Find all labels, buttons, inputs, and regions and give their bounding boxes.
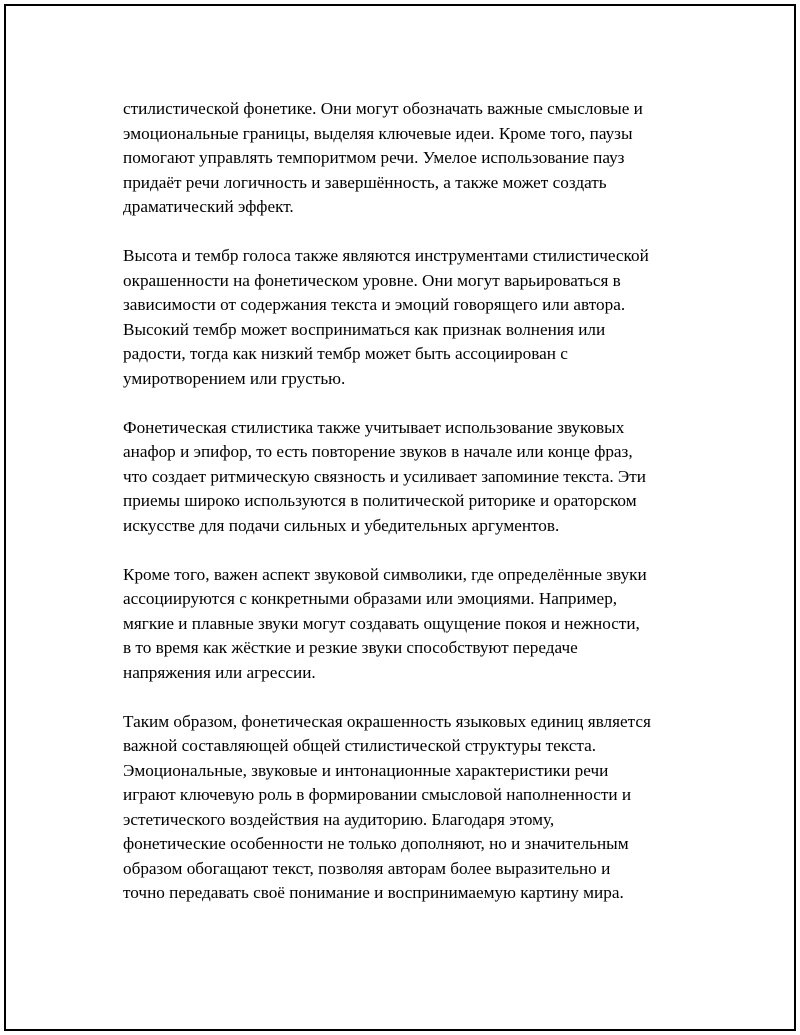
text-line: стилистической фонетике. Они могут обозначать важные смысловые и bbox=[123, 99, 643, 118]
text-line: окрашенности на фонетическом уровне. Они могут варьироваться в bbox=[123, 270, 621, 290]
text-line: что создает ритмическую связность и усиливает запоминие текста. Эти bbox=[123, 466, 646, 486]
text-line: придаёт речи логичность и завершённость, а также может создать bbox=[123, 172, 607, 192]
text-line: играют ключевую роль в формировании смысловой наполненности и bbox=[123, 785, 632, 804]
text-line: важной составляющей общей стилистической структуры текста. bbox=[123, 736, 597, 755]
text-line: помогают управлять темпоритмом речи. Умелое использование пауз bbox=[123, 148, 625, 167]
paragraph-anaphora-epiphora bbox=[123, 416, 695, 539]
text-line: драматический эффект. bbox=[123, 197, 294, 216]
text-line: точно передавать своё понимание и воспринимаемую картину мира. bbox=[123, 883, 624, 902]
text-line: в то время как жёсткие и резкие звуки способствуют передаче bbox=[123, 638, 578, 657]
text-line: искусстве для подачи сильных и убедительных аргументов. bbox=[123, 515, 560, 535]
text-line: образом обогащают текст, позволяя авторам более выразительно и bbox=[123, 858, 611, 878]
paragraph-sound-symbolism bbox=[123, 563, 695, 686]
text-line: эстетического воздействия на аудиторию. Благодаря этому, bbox=[123, 809, 555, 829]
document-body bbox=[123, 97, 695, 930]
text-line: анафор и эпифор, то есть повторение звуков в начале или конце фраз, bbox=[123, 442, 633, 461]
text-line: радости, тогда как низкий тембр может быть ассоциирован с bbox=[123, 344, 568, 363]
text-line: Кроме того, важен аспект звуковой символики, где определённые звуки bbox=[123, 564, 647, 584]
text-line: умиротворением или грустью. bbox=[123, 368, 346, 388]
text-line: Таким образом, фонетическая окрашенность языковых единиц является bbox=[123, 711, 651, 731]
text-line: эмоциональные границы, выделяя ключевые идеи. Кроме того, паузы bbox=[123, 123, 633, 143]
text-line: Высокий тембр может восприниматься как признак волнения или bbox=[123, 319, 606, 339]
text-line: ассоциируются с конкретными образами или эмоциями. Например, bbox=[123, 589, 618, 608]
text-line: Эмоциональные, звуковые и интонационные характеристики речи bbox=[123, 760, 609, 780]
text-line: мягкие и плавные звуки могут создавать ощущение покоя и нежности, bbox=[123, 613, 640, 633]
paragraph-conclusion bbox=[123, 710, 695, 906]
text-line: напряжения или агрессии. bbox=[123, 662, 316, 682]
paragraph-pitch-timbre bbox=[123, 244, 695, 391]
text-line: фонетические особенности не только дополняют, но и значительным bbox=[123, 834, 629, 853]
text-line: Высота и тембр голоса также являются инструментами стилистической bbox=[123, 246, 649, 265]
text-line: зависимости от содержания текста и эмоций говорящего или автора. bbox=[123, 295, 626, 314]
text-line: приемы широко используются в политической риторике и ораторском bbox=[123, 491, 637, 510]
paragraph-pauses bbox=[123, 97, 695, 220]
text-line: Фонетическая стилистика также учитывает использование звуковых bbox=[123, 417, 625, 437]
page-frame bbox=[4, 4, 796, 1031]
